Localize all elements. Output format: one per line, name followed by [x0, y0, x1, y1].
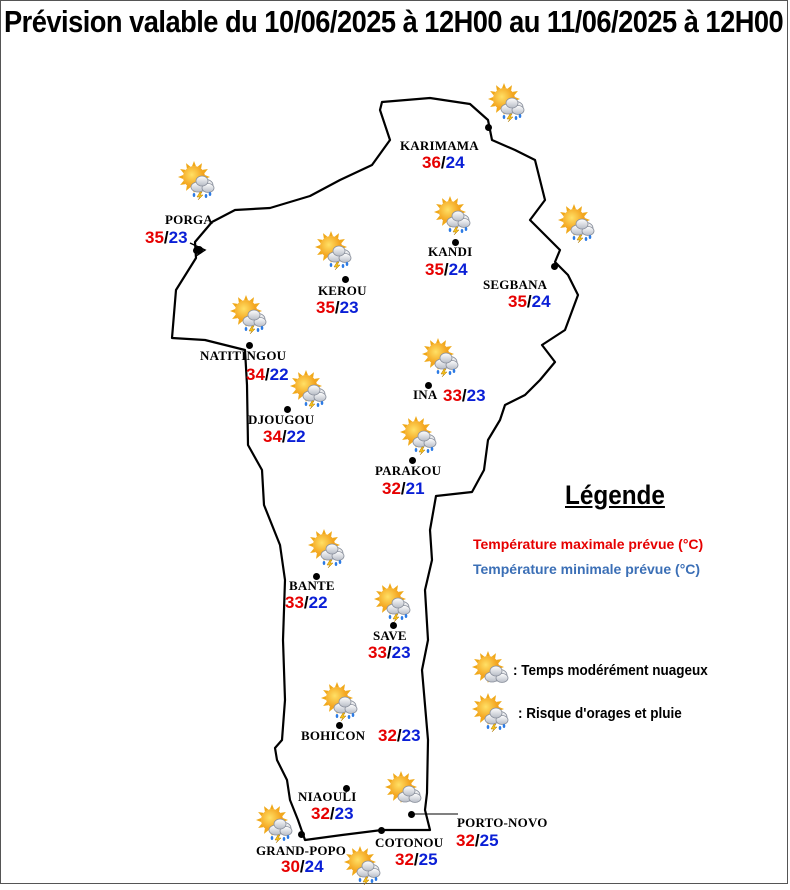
legend-max-label: Température maximale prévue (°C) — [473, 536, 704, 552]
legend-min-label: Température minimale prévue (°C) — [473, 561, 701, 577]
city-temps-save — [368, 643, 411, 663]
thunderstorm-rain-icon — [321, 681, 361, 721]
city-temps-djougou — [263, 427, 306, 447]
city-marker-segbana — [551, 263, 558, 270]
city-marker-cotonou — [378, 827, 385, 834]
thunderstorm-rain-icon — [344, 845, 384, 885]
city-temps-karimama — [422, 153, 465, 173]
thunderstorm-rain-icon — [230, 294, 270, 334]
temp-min: 25 — [479, 831, 499, 850]
temp-max: 32 — [382, 479, 401, 498]
temp-min: 24 — [304, 857, 324, 876]
city-marker-porga — [193, 247, 200, 254]
city-name-natitingou: NATITINGOU — [200, 348, 287, 363]
city-name-bante: BANTE — [289, 578, 335, 593]
temp-min: 25 — [418, 850, 438, 869]
city-marker-grand-popo — [298, 831, 305, 838]
city-marker-kerou — [342, 276, 349, 283]
city-temps-bante — [285, 593, 328, 613]
city-temps-segbana — [508, 292, 551, 312]
city-marker-karimama — [485, 124, 492, 131]
city-temps-parakou — [382, 479, 425, 499]
temp-max: 30 — [281, 857, 300, 876]
forecast-title: Prévision valable du 10/06/2025 à 12H00 au 11/06/2025 à 12H00 — [4, 4, 784, 39]
thunderstorm-rain-icon — [558, 203, 598, 243]
thunderstorm-rain-icon — [488, 82, 528, 122]
temp-separator: / — [299, 857, 305, 876]
city-name-porga: PORGA — [165, 212, 213, 227]
temp-max: 35 — [145, 228, 164, 247]
city-temps-cotonou — [395, 850, 438, 870]
temp-separator: / — [413, 850, 419, 869]
city-temps-grand-popo — [281, 857, 324, 877]
temp-min: 24 — [445, 153, 465, 172]
temp-min: 23 — [391, 643, 411, 662]
temp-separator: / — [443, 260, 449, 279]
temp-min: 23 — [339, 298, 359, 317]
thunderstorm-rain-icon — [374, 582, 414, 622]
partly-cloudy-icon — [385, 770, 425, 810]
thunderstorm-rain-icon — [422, 337, 462, 377]
thunderstorm-rain-icon — [290, 369, 330, 409]
temp-max: 36 — [422, 153, 441, 172]
city-name-djougou: DJOUGOU — [248, 412, 315, 427]
city-temps-ina — [443, 386, 486, 406]
legend-item-label: : Temps modérément nuageux — [513, 662, 708, 679]
temp-min: 23 — [401, 726, 421, 745]
thunderstorm-rain-icon — [400, 415, 440, 455]
temp-separator: / — [281, 427, 287, 446]
temp-min: 23 — [334, 804, 354, 823]
legend-title: Légende — [565, 480, 665, 510]
temp-min: 23 — [168, 228, 188, 247]
thunderstorm-rain-icon — [308, 528, 348, 568]
temp-separator: / — [264, 365, 270, 384]
temp-max: 32 — [456, 831, 475, 850]
legend-item-label: : Risque d'orages et pluie — [518, 705, 682, 722]
temp-separator: / — [386, 643, 392, 662]
city-name-segbana: SEGBANA — [483, 277, 548, 292]
thunderstorm-rain-icon — [256, 803, 296, 843]
city-marker-porto-novo — [408, 811, 415, 818]
temp-separator: / — [163, 228, 169, 247]
temp-separator: / — [334, 298, 340, 317]
temp-min: 24 — [448, 260, 468, 279]
temp-min: 23 — [466, 386, 486, 405]
thunderstorm-rain-icon — [434, 195, 474, 235]
city-name-bohicon: BOHICON — [301, 728, 366, 743]
temp-max: 33 — [368, 643, 387, 662]
city-name-porto-novo: PORTO-NOVO — [457, 815, 548, 830]
city-temps-bohicon — [378, 726, 421, 746]
temp-max: 35 — [316, 298, 335, 317]
temp-min: 22 — [308, 593, 328, 612]
city-temps-niaouli — [311, 804, 354, 824]
temp-separator: / — [526, 292, 532, 311]
temp-max: 35 — [508, 292, 527, 311]
temp-max: 35 — [425, 260, 444, 279]
temp-separator: / — [461, 386, 467, 405]
temp-separator: / — [329, 804, 335, 823]
temp-min: 22 — [269, 365, 289, 384]
temp-separator: / — [303, 593, 309, 612]
city-name-parakou: PARAKOU — [375, 463, 442, 478]
temp-max: 32 — [395, 850, 414, 869]
temp-min: 24 — [531, 292, 551, 311]
temp-max: 33 — [285, 593, 304, 612]
city-name-karimama: KARIMAMA — [400, 138, 479, 153]
temp-max: 34 — [263, 427, 282, 446]
temp-max: 32 — [378, 726, 397, 745]
temp-max: 32 — [311, 804, 330, 823]
city-name-ina: INA — [413, 387, 438, 402]
city-temps-kandi — [425, 260, 468, 280]
temp-separator: / — [396, 726, 402, 745]
temp-min: 21 — [405, 479, 425, 498]
legend-partly-cloudy-icon — [472, 650, 512, 690]
temp-separator: / — [474, 831, 480, 850]
thunderstorm-rain-icon — [315, 230, 355, 270]
temp-min: 22 — [286, 427, 306, 446]
city-name-niaouli: NIAOULI — [298, 789, 357, 804]
city-temps-kerou — [316, 298, 359, 318]
city-temps-natitingou — [246, 365, 289, 385]
temp-max: 33 — [443, 386, 462, 405]
temp-separator: / — [440, 153, 446, 172]
city-name-cotonou: COTONOU — [375, 835, 444, 850]
thunderstorm-rain-icon — [178, 160, 218, 200]
city-name-grand-popo: GRAND-POPO — [256, 843, 347, 858]
city-name-kerou: KEROU — [318, 283, 367, 298]
city-temps-porga — [145, 228, 188, 248]
city-name-save: SAVE — [373, 628, 407, 643]
legend-thunderstorm-rain-icon — [472, 692, 512, 732]
temp-separator: / — [400, 479, 406, 498]
city-temps-porto-novo — [456, 831, 499, 851]
temp-max: 34 — [246, 365, 265, 384]
city-name-kandi: KANDI — [428, 244, 473, 259]
